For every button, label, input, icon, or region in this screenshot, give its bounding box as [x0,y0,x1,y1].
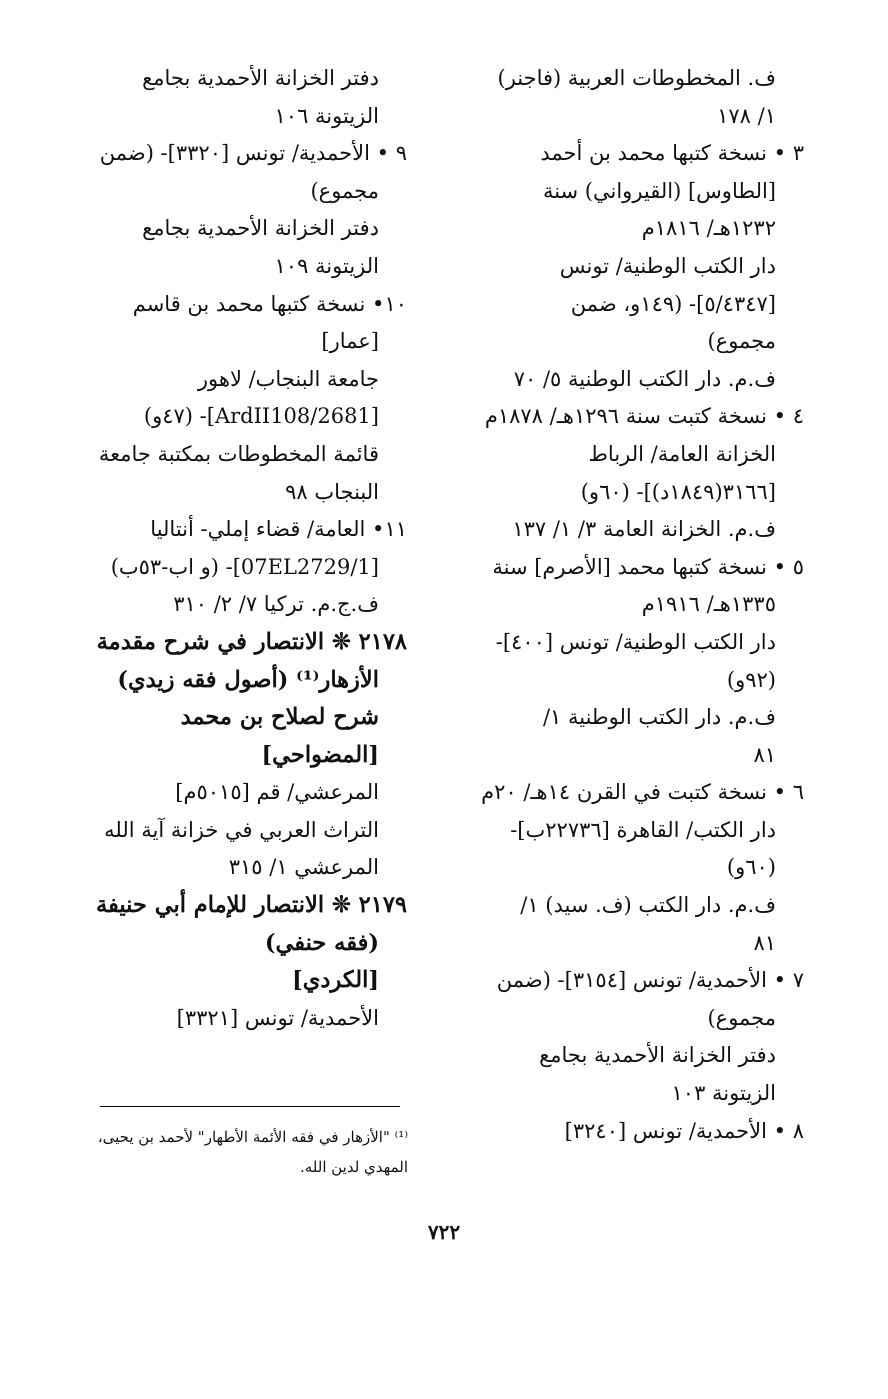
left-column-line: ٢١٧٩ ❊ الانتصار للإمام أبي حنيفة [95,892,407,919]
left-column-line: ١١• العامة/ قضاء إملي- أنتاليا [150,517,407,542]
right-column-line: مجموع) [707,1005,776,1030]
left-column [75,60,407,1037]
right-column-line: الخزانة العامة/ الرباط [588,441,776,466]
left-column-line: [المضواحي] [261,741,379,768]
right-column-line: ٨ • الأحمدية/ تونس [٣٢٤٠] [564,1118,804,1143]
right-column-line: دار الكتب/ القاهرة [٢٢٧٣٦ب]- [510,817,776,842]
left-column-line: المرعشي ١/ ٣١٥ [228,855,379,880]
right-column-line: ٨١ [753,742,776,767]
left-column-line: ٢١٧٨ ❊ الانتصار في شرح مقدمة [96,628,407,655]
left-column-line: الزيتونة ١٠٩ [274,253,379,278]
left-column-line: مجموع) [310,178,379,203]
right-column-line: [٥/٤٣٤٧]- (١٤٩و، ضمن [570,291,776,316]
left-column-line: (فقه حنفي) [264,929,379,956]
left-column-line: [ArdII108/2681]- (٤٧و) [143,404,379,429]
left-column-line: ٩ • الأحمدية/ تونس [٣٣٢٠]- (ضمن [99,141,407,166]
right-column-line: ف. المخطوطات العربية (فاجنر) [497,66,776,90]
footnote-line: ⁽¹⁾ "الأزهار في فقه الأئمة الأطهار" لأحمد بن يحيى، [97,1128,408,1146]
left-column-line: ف.ج.م. تركيا ٧/ ٢/ ٣١٠ [173,592,379,617]
right-column-line: [الطاوس] (القيرواني) سنة [542,178,776,203]
right-column-line: (٦٠و) [726,855,776,880]
right-column-line: ف.م. دار الكتب الوطنية ٥/ ٧٠ [513,366,776,391]
left-column-line: قائمة المخطوطات بمكتبة جامعة [98,441,379,466]
right-column-line: ١٢٣٢هـ/ ١٨١٦م [641,216,776,241]
left-column-line: التراث العربي في خزانة آية الله [104,817,379,842]
right-column-line: ٨١ [753,930,776,955]
footnote-line: المهدي لدين الله. [299,1158,408,1176]
right-column-line: ف.م. دار الكتب الوطنية ١/ [542,705,776,730]
left-column-line: الأزهار⁽¹⁾ (أصول فقه زيدي) [117,666,379,693]
right-column-line: ٣ • نسخة كتبها محمد بن أحمد [540,141,804,166]
right-column-line: ٦ • نسخة كتبت في القرن ١٤هـ/ ٢٠م [481,780,804,805]
page-number: ٧٢٢ [427,1220,461,1244]
left-column-line: الأحمدية/ تونس [٣٣٢١] [176,1005,379,1030]
left-column-line: شرح لصلاح بن محمد [180,704,379,731]
right-column-line: دفتر الخزانة الأحمدية بجامع [539,1043,776,1068]
left-column-line: دفتر الخزانة الأحمدية بجامع [142,66,379,90]
right-column [462,60,804,1150]
footnote-divider [100,1106,400,1107]
right-column-line: ١٣٣٥هـ/ ١٩١٦م [641,592,776,617]
left-column-line: [07EL2729/1]- (و اب-٥٣ب) [110,554,379,579]
right-column-line: ٥ • نسخة كتبها محمد [الأصرم] سنة [492,554,804,579]
right-column-line: دار الكتب الوطنية/ تونس [559,253,776,278]
left-column-line: جامعة البنجاب/ لاهور [197,366,379,391]
left-column-line: دفتر الخزانة الأحمدية بجامع [142,216,379,241]
right-column-line: (٩٢و) [726,667,776,692]
right-column-line: ٤ • نسخة كتبت سنة ١٢٩٦هـ/ ١٨٧٨م [484,404,804,429]
right-column-line: [٣١٦٦(١٨٤٩د)]- (٦٠و) [580,479,776,504]
left-column-line: المرعشي/ قم [٥٠١٥م] [175,780,379,805]
right-column-line: الزيتونة ١٠٣ [671,1081,776,1106]
left-column-line: [الكردي] [292,967,379,994]
right-column-line: ف.م. الخزانة العامة ٣/ ١/ ١٣٧ [512,517,776,542]
right-column-line: ٧ • الأحمدية/ تونس [٣١٥٤]- (ضمن [496,968,804,993]
right-column-line: مجموع) [707,329,776,354]
left-column-line: البنجاب ٩٨ [285,479,379,504]
footnote [90,1122,408,1182]
right-column-line: دار الكتب الوطنية/ تونس [٤٠٠]- [495,629,776,654]
right-column-line: ١/ ١٧٨ [717,103,776,128]
left-column-line: الزيتونة ١٠٦ [274,103,379,128]
left-column-line: ١٠• نسخة كتبها محمد بن قاسم [132,291,407,316]
left-column-line: [عمار] [321,329,379,354]
right-column-line: ف.م. دار الكتب (ف. سيد) ١/ [520,893,776,918]
